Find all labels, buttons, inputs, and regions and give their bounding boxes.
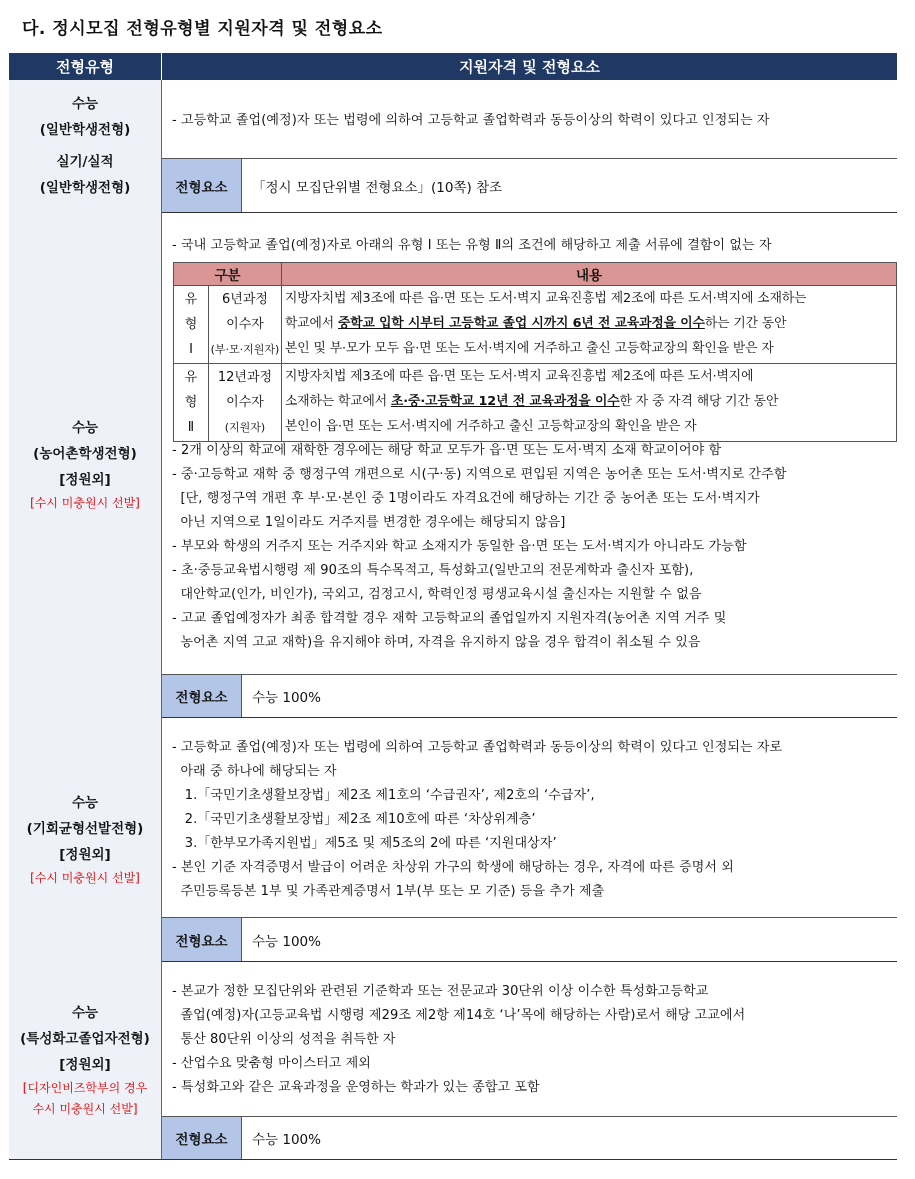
content-text: 하는 기간 동안 xyxy=(704,316,787,331)
qualification-cell xyxy=(162,212,897,717)
inner-header-content: 내용 xyxy=(282,263,897,286)
course-line: 6년과정 xyxy=(222,292,268,307)
type-2-row xyxy=(174,364,897,442)
type-2-label xyxy=(174,364,209,442)
row-vocational xyxy=(9,961,897,1160)
type-char: Ⅰ xyxy=(189,342,193,357)
element-value: 수능 100% xyxy=(252,933,321,950)
rural-type-table xyxy=(173,262,897,442)
qualification-line: 3.「한부모가족지원법」제5조 및 제5조의 2에 따른 ‘지원대상자’ xyxy=(172,836,557,851)
content-emphasis: 초·중·고등학교 12년 전 교육과정을 이수 xyxy=(391,394,620,409)
course-line: 이수자 xyxy=(226,395,264,410)
element-value: 수능 100% xyxy=(252,1132,321,1148)
type-char: 형 xyxy=(184,317,198,332)
type-line: 수능 xyxy=(71,1005,99,1021)
header-qualification: 지원자격 및 전형요소 xyxy=(162,53,897,80)
element-row xyxy=(162,1116,897,1159)
qualification-line: - 초·중등교육법시행령 제 90조의 특수목적고, 특성화고(일반고의 전문계학과 출신자 포함), xyxy=(172,563,694,578)
content-text: 한 자 중 자격 해당 기간 동안 xyxy=(619,394,779,409)
qualification-line: - 부모와 학생의 거주지 또는 거주지와 학교 소재지가 동일한 읍·면 또는 도서·벽지가 아니라도 가능함 xyxy=(172,539,747,554)
type-1-content xyxy=(282,286,897,364)
content-line: 본인이 읍·면 또는 도서·벽지에 거주하고 출신 고등학교장의 확인을 받은 자 xyxy=(285,419,697,434)
type-char: 유 xyxy=(184,370,198,385)
page-title: 다. 정시모집 전형유형별 지원자격 및 전형요소 xyxy=(22,19,383,39)
type-note: [수시 미충원시 선발] xyxy=(30,870,140,885)
qualification-line: - 중·고등학교 재학 중 행정구역 개편으로 시(구·동) 지역으로 편입된 지역은 농어촌 또는 도서·벽지로 간주함 xyxy=(172,467,787,482)
type-line: 수능 xyxy=(71,96,99,112)
element-label: 전형요소 xyxy=(162,1117,242,1159)
qualification-line: 2.「국민기초생활보장법」제2조 제10호에 따른 ‘차상위계층’ xyxy=(172,812,536,827)
course-who: (부·모·지원자) xyxy=(210,343,280,356)
inner-header-category: 구분 xyxy=(174,263,282,286)
content-text: 소재하는 학교에서 xyxy=(285,394,392,409)
element-value: 「정시 모집단위별 전형요소」(10쪽) 참조 xyxy=(252,179,503,196)
type-line: 수능 xyxy=(71,420,99,436)
qualification-line: 1.「국민기초생활보장법」제2조 제1호의 ‘수급권자’, 제2호의 ‘수급자’, xyxy=(172,788,595,803)
content-emphasis: 중학교 입학 시부터 고등학교 졸업 시까지 6년 전 교육과정을 이수 xyxy=(338,316,705,331)
row-rural xyxy=(9,212,897,718)
type-line: 수능 xyxy=(71,794,99,811)
type-cell xyxy=(9,961,162,1159)
type-char: 유 xyxy=(184,292,198,307)
type-note: [수시 미충원시 선발] xyxy=(30,496,140,510)
qualification-line: [단, 행정구역 개편 후 부·모·본인 중 1명이라도 자격요건에 해당하는 기간 중 농어촌 또는 도서·벽지가 xyxy=(172,491,760,506)
course-line: 이수자 xyxy=(226,317,264,332)
type-cell xyxy=(9,80,162,212)
content-line: 본인 및 부·모가 모두 읍·면 또는 도서·벽지에 거주하고 출신 고등학교장의 확인을 받은 자 xyxy=(285,341,774,356)
type-line: 실기/실적 xyxy=(56,154,114,170)
element-label: 전형요소 xyxy=(162,159,242,212)
row-general xyxy=(9,80,897,213)
type-line: [정원외] xyxy=(59,846,111,863)
qualification-line: 졸업(예정)자(고등교육법 시행령 제29조 제2항 제14호 ‘나’목에 해당하는 사람)로서 해당 고교에서 xyxy=(172,1008,746,1023)
type-1-course xyxy=(209,286,282,364)
row-opportunity xyxy=(9,717,897,962)
qualification-cell xyxy=(162,80,897,212)
element-label: 전형요소 xyxy=(162,918,242,961)
qualification-line: - 본인 기준 자격증명서 발급이 어려운 차상위 가구의 학생에 해당하는 경우, 자격에 따른 증명서 외 xyxy=(172,860,734,875)
type-line: (일반학생전형) xyxy=(39,180,131,196)
content-text: 학교에서 xyxy=(285,316,339,331)
qualification-line: 농어촌 지역 고교 재학)을 유지해야 하며, 자격을 유지하지 않을 경우 합격이 취소될 수 있음 xyxy=(172,635,701,650)
type-line: (일반학생전형) xyxy=(39,122,131,138)
content-line: 지방자치법 제3조에 따른 읍·면 또는 도서·벽지 교육진흥법 제2조에 따른 도서·벽지에 xyxy=(285,369,754,384)
element-row xyxy=(162,917,897,961)
content-line xyxy=(285,311,893,336)
type-2-course xyxy=(209,364,282,442)
qualification-line: 아닌 지역으로 1일이라도 거주지를 변경한 경우에는 해당되지 않음] xyxy=(172,515,566,530)
qualification-line: - 산업수요 맞춤형 마이스터고 제외 xyxy=(172,1056,371,1071)
qualification-line: - 2개 이상의 학교에 재학한 경우에는 해당 학교 모두가 읍·면 또는 도서·벽지 소재 학교이어야 함 xyxy=(172,443,722,458)
type-note: [디자인비즈학부의 경우 xyxy=(22,1081,148,1095)
qualification-line: - 고교 졸업예정자가 최종 합격할 경우 재학 고등학교의 졸업일까지 지원자격(농어촌 지역 거주 및 xyxy=(172,611,727,626)
qualification-line: 통산 80단위 이상의 성적을 취득한 자 xyxy=(172,1032,396,1047)
type-line: (기회균형선발전형) xyxy=(26,820,144,837)
content-line xyxy=(285,389,893,414)
qualification-line: - 고등학교 졸업(예정)자 또는 법령에 의하여 고등학교 졸업학력과 동등이상의 학력이 있다고 인정되는 자로 xyxy=(172,740,783,755)
qualification-line: 아래 중 하나에 해당되는 자 xyxy=(172,764,337,779)
content-line: 지방자치법 제3조에 따른 읍·면 또는 도서·벽지 교육진흥법 제2조에 따른 도서·벽지에 소재하는 xyxy=(285,291,807,306)
qualification-intro: - 국내 고등학교 졸업(예정)자로 아래의 유형 Ⅰ 또는 유형 Ⅱ의 조건에 해당하고 제출 서류에 결함이 없는 자 xyxy=(172,238,772,253)
type-line: [정원외] xyxy=(59,472,111,488)
course-line: 12년과정 xyxy=(217,370,273,385)
header-type: 전형유형 xyxy=(9,53,161,80)
element-label: 전형요소 xyxy=(162,675,242,717)
qualification-line: - 본교가 정한 모집단위와 관련된 기준학과 또는 전문교과 30단위 이상 이수한 특성화고등학교 xyxy=(172,984,709,999)
element-row xyxy=(162,158,897,212)
element-value: 수능 100% xyxy=(252,690,321,706)
type-1-label xyxy=(174,286,209,364)
type-char: 형 xyxy=(184,395,198,410)
type-2-content xyxy=(282,364,897,442)
element-row xyxy=(162,674,897,717)
type-char: Ⅱ xyxy=(187,420,195,435)
type-note: 수시 미충원시 선발] xyxy=(32,1102,138,1116)
type-line: [정원외] xyxy=(59,1057,111,1073)
type-1-row xyxy=(174,286,897,364)
course-who: (지원자) xyxy=(224,421,266,434)
type-cell xyxy=(9,717,162,961)
qualification-line: - 특성화고와 같은 교육과정을 운영하는 학과가 있는 종합고 포함 xyxy=(172,1080,540,1095)
qualification-cell xyxy=(162,717,897,961)
type-line: (특성화고졸업자전형) xyxy=(20,1031,150,1047)
qualification-line: 주민등록등본 1부 및 가족관계증명서 1부(부 또는 모 기준) 등을 추가 제출 xyxy=(172,884,605,899)
qualification-line: 대안학교(인가, 비인가), 국외고, 검정고시, 학력인정 평생교육시설 출신자는 지원할 수 없음 xyxy=(172,587,702,602)
qualification-line: - 고등학교 졸업(예정)자 또는 법령에 의하여 고등학교 졸업학력과 동등이상의 학력이 있다고 인정되는 자 xyxy=(172,113,770,128)
type-line: (농어촌학생전형) xyxy=(33,446,137,462)
type-cell xyxy=(9,212,162,717)
qualification-cell xyxy=(162,961,897,1159)
